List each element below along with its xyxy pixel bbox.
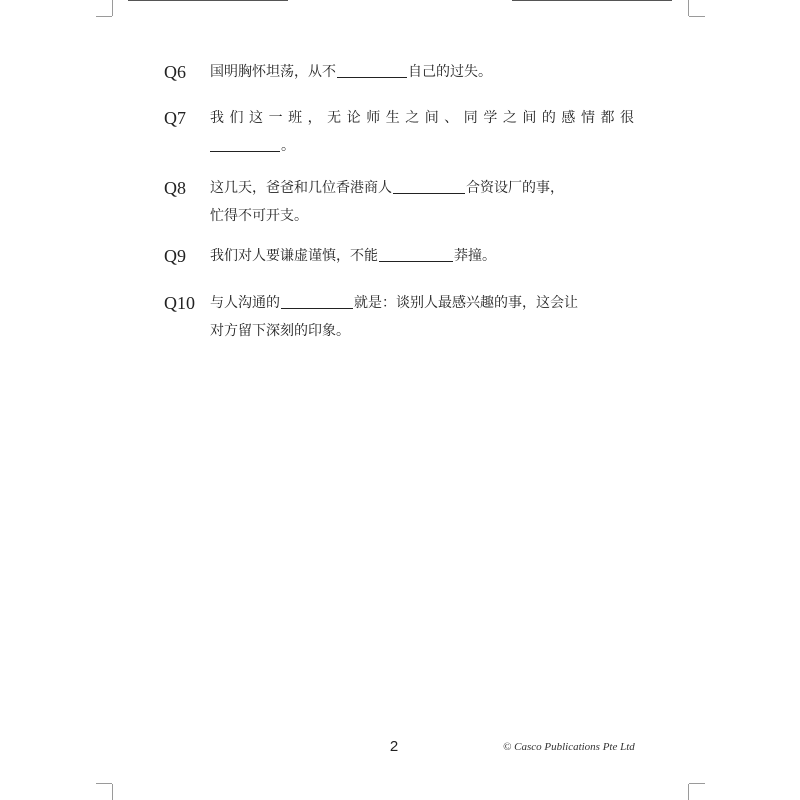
question-text-after: 。 [281,138,295,154]
question-number: Q7 [164,108,186,128]
question-number: Q9 [164,246,186,266]
question-text-after: 莽撞。 [454,248,496,264]
question-text-after: 就是：谈别人最感兴趣的事，这会让 [354,295,578,311]
answer-blank[interactable] [379,243,453,262]
crop-mark-top-right-h [689,16,705,17]
answer-blank[interactable] [393,175,465,194]
question-text-line2: 对方留下深刻的印象。 [210,323,350,339]
question-7 [164,104,634,160]
question-text-before: 我们对人要谦虚谨慎，不能 [210,248,378,264]
question-6 [164,58,634,86]
crop-mark-bottom-right-h [689,783,705,784]
question-text-line1: 我们这一班，无论师生之间、同学之间的感情都很 [210,110,634,126]
question-text [210,242,634,270]
answer-blank[interactable] [337,59,407,78]
page-number: 2 [389,738,399,755]
question-text [210,104,634,160]
crop-mark-bottom-right [688,784,689,800]
question-text-after: 自己的过失。 [408,64,492,80]
question-text [210,58,634,86]
question-text-after: 合资设厂的事， [466,180,564,196]
question-8 [164,174,634,230]
header-rule-left [128,0,288,1]
copyright-notice: © Casco Publications Pte Ltd [503,741,635,753]
crop-mark-top-left [112,0,113,16]
question-text-before: 与人沟通的 [210,295,280,311]
question-number: Q10 [164,293,195,313]
crop-mark-top-right [688,0,689,16]
crop-mark-top-left-h [96,16,112,17]
question-text-before: 这几天，爸爸和几位香港商人 [210,180,392,196]
question-10 [164,289,634,345]
answer-blank[interactable] [281,290,353,309]
question-text [210,289,634,345]
answer-blank[interactable] [210,133,280,152]
header-rule-right [512,0,672,1]
crop-mark-bottom-left [112,784,113,800]
question-text-before: 国明胸怀坦荡，从不 [210,64,336,80]
question-number: Q6 [164,62,186,82]
crop-mark-bottom-left-h [96,783,112,784]
question-9 [164,242,634,270]
question-text [210,174,634,230]
question-text-line2: 忙得不可开支。 [210,208,308,224]
question-number: Q8 [164,178,186,198]
